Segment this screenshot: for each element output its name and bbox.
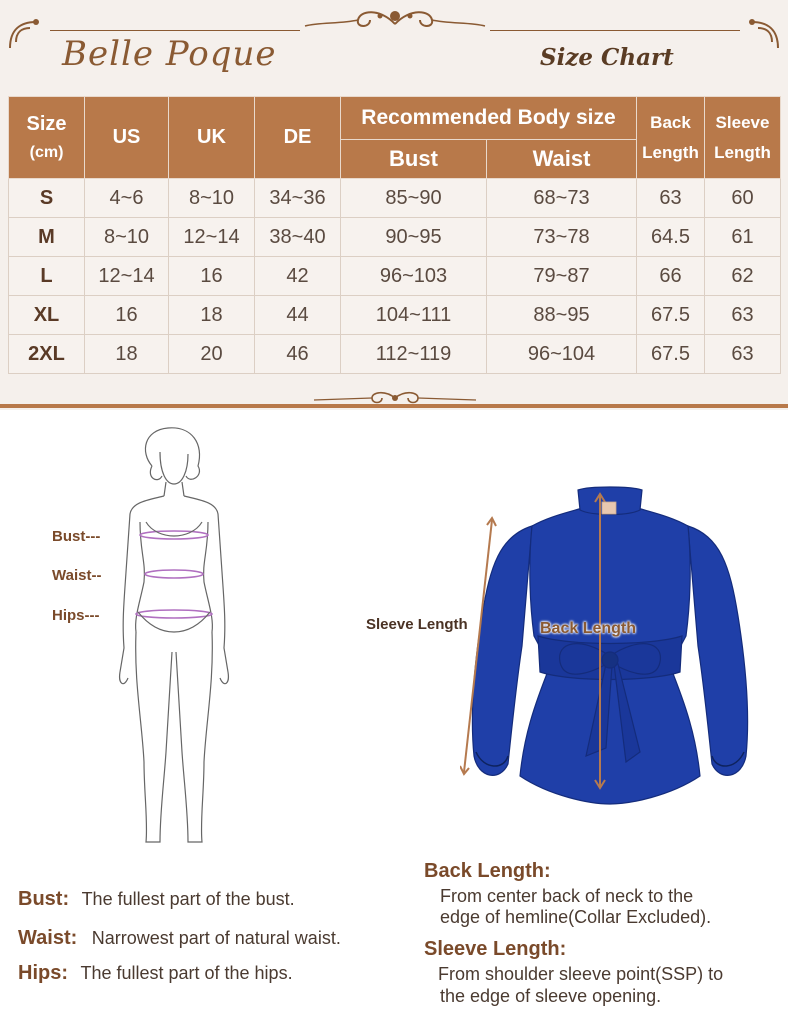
cell-sleeve-length: 62 <box>705 257 781 296</box>
cell-us: 16 <box>85 296 169 335</box>
cell-waist: 96~104 <box>487 335 637 374</box>
waist-figure-label: Waist-- <box>52 567 102 584</box>
cell-back-length: 66 <box>637 257 705 296</box>
waist-term: Waist: <box>18 927 78 949</box>
header-uk: UK <box>169 97 255 179</box>
header-sleeve-length <box>705 97 781 179</box>
cell-sleeve-length: 63 <box>705 335 781 374</box>
header-waist: Waist <box>487 140 637 179</box>
size-chart-panel <box>0 0 788 410</box>
cell-de: 46 <box>255 335 341 374</box>
cell-de: 44 <box>255 296 341 335</box>
body-figure-illustration <box>110 422 240 852</box>
sleeve-length-title: Sleeve Length: <box>424 938 567 960</box>
corner-ornament-right-icon <box>742 18 782 52</box>
cell-us: 4~6 <box>85 179 169 218</box>
cell-back-length: 67.5 <box>637 335 705 374</box>
cell-waist: 68~73 <box>487 179 637 218</box>
cell-size: L <box>9 257 85 296</box>
header-size <box>9 97 85 179</box>
blouse-illustration <box>460 486 760 826</box>
header-back-length-label: Length <box>642 142 699 162</box>
table-row <box>9 257 781 296</box>
bust-figure-label: Bust--- <box>52 528 101 545</box>
cell-us: 12~14 <box>85 257 169 296</box>
cell-uk: 12~14 <box>169 218 255 257</box>
cell-sleeve-length: 63 <box>705 296 781 335</box>
waist-measure-line <box>145 570 203 578</box>
cell-back-length: 63 <box>637 179 705 218</box>
hips-measure-line <box>136 610 212 618</box>
hips-term: Hips: <box>18 962 68 984</box>
cell-back-length: 64.5 <box>637 218 705 257</box>
cell-size: 2XL <box>9 335 85 374</box>
header-us: US <box>85 97 169 179</box>
hips-description: The fullest part of the hips. <box>80 963 293 983</box>
hips-definition <box>18 962 293 985</box>
cell-sleeve-length: 60 <box>705 179 781 218</box>
back-length-line-2: edge of hemline(Collar Excluded). <box>440 907 712 927</box>
back-length-title: Back Length: <box>424 860 551 882</box>
header-size-label: Size <box>26 113 67 135</box>
size-table <box>8 96 781 374</box>
cell-bust: 104~111 <box>341 296 487 335</box>
cell-waist: 79~87 <box>487 257 637 296</box>
top-ornament-icon <box>300 4 490 34</box>
cell-uk: 18 <box>169 296 255 335</box>
bust-definition <box>18 888 295 911</box>
cell-size: S <box>9 179 85 218</box>
cell-bust: 96~103 <box>341 257 487 296</box>
header-size-unit: (cm) <box>29 144 64 161</box>
table-row <box>9 296 781 335</box>
header-back-length <box>637 97 705 179</box>
bust-measure-line <box>140 531 208 539</box>
size-chart-title: Size Chart <box>540 44 674 71</box>
cell-bust: 85~90 <box>341 179 487 218</box>
cell-de: 38~40 <box>255 218 341 257</box>
header-back-label: Back <box>650 112 691 132</box>
bust-term: Bust: <box>18 888 70 910</box>
cell-de: 42 <box>255 257 341 296</box>
back-length-figure-label: Back Length <box>540 620 637 637</box>
cell-us: 18 <box>85 335 169 374</box>
chart-bottom-rule <box>0 404 788 408</box>
cell-bust: 112~119 <box>341 335 487 374</box>
cell-uk: 16 <box>169 257 255 296</box>
header-bust: Bust <box>341 140 487 179</box>
sleeve-length-figure-label: Sleeve Length <box>366 616 468 633</box>
cell-waist: 88~95 <box>487 296 637 335</box>
header-recommended: Recommended Body size <box>341 97 637 140</box>
cell-bust: 90~95 <box>341 218 487 257</box>
brand-logo-text: Belle Poque <box>62 34 277 74</box>
cell-waist: 73~78 <box>487 218 637 257</box>
bust-description: The fullest part of the bust. <box>81 889 295 909</box>
sleeve-length-line-1: From shoulder sleeve point(SSP) to <box>438 964 724 984</box>
table-row <box>9 179 781 218</box>
cell-uk: 8~10 <box>169 179 255 218</box>
waist-description: Narrowest part of natural waist. <box>91 928 341 948</box>
header-sleeve-length-label: Length <box>714 142 771 162</box>
table-row <box>9 335 781 374</box>
back-length-line-1: From center back of neck to the <box>440 886 694 906</box>
cell-size: XL <box>9 296 85 335</box>
sleeve-length-line-2: the edge of sleeve opening. <box>440 986 662 1006</box>
corner-ornament-left-icon <box>6 18 46 52</box>
waist-definition <box>18 927 341 950</box>
cell-back-length: 67.5 <box>637 296 705 335</box>
header-de: DE <box>255 97 341 179</box>
cell-de: 34~36 <box>255 179 341 218</box>
table-row <box>9 218 781 257</box>
hips-figure-label: Hips--- <box>52 607 100 624</box>
header-sleeve-label: Sleeve <box>715 112 770 132</box>
cell-us: 8~10 <box>85 218 169 257</box>
cell-uk: 20 <box>169 335 255 374</box>
cell-size: M <box>9 218 85 257</box>
cell-sleeve-length: 61 <box>705 218 781 257</box>
